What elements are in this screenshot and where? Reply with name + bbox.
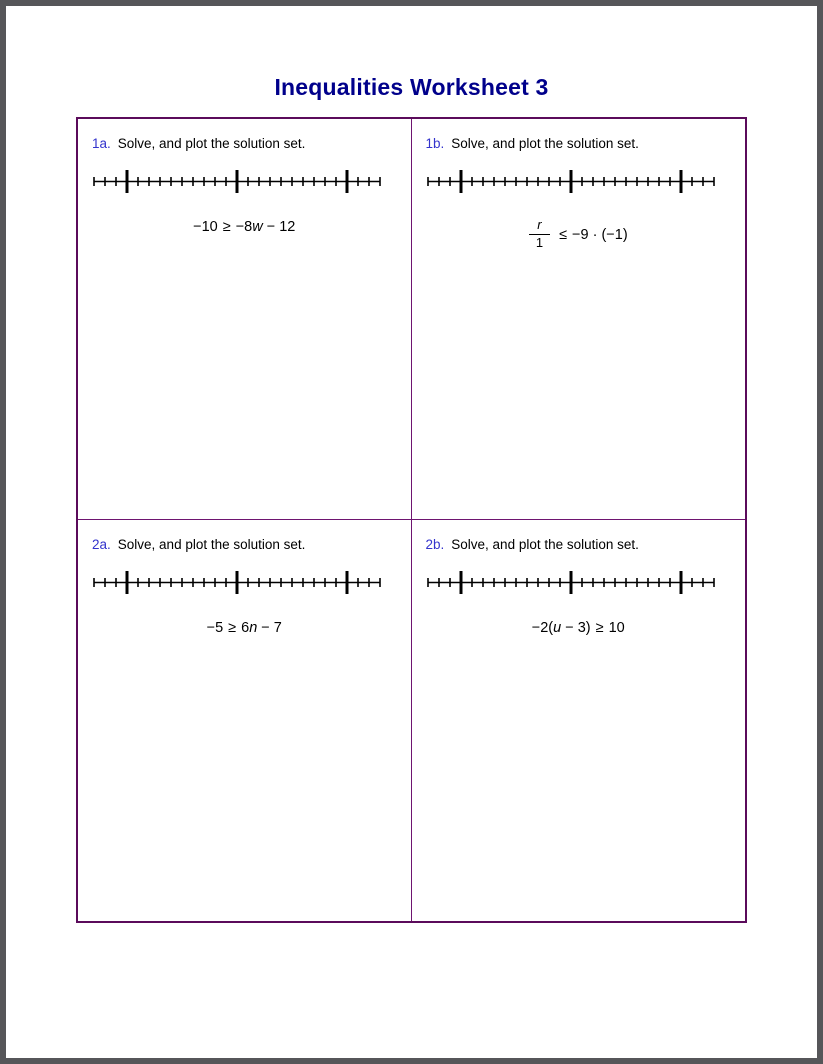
equation-term: 10	[608, 620, 625, 636]
equation-variable: u	[553, 620, 562, 636]
equation-term: − 12	[262, 219, 296, 235]
problem-prompt-1b: Solve, and plot the solution set.	[451, 136, 639, 151]
worksheet-sheet	[6, 6, 817, 1058]
problem-heading-1b	[426, 136, 639, 151]
relation-symbol: ≥	[222, 219, 231, 235]
number-line-2a[interactable]	[90, 568, 395, 598]
problem-prompt-1a: Solve, and plot the solution set.	[117, 136, 306, 151]
number-line-axis	[90, 167, 384, 196]
relation-symbol: ≥	[595, 620, 604, 636]
page-title: Inequalities Worksheet 3	[274, 74, 549, 100]
number-line-axis	[90, 568, 384, 597]
equation-variable: n	[249, 620, 258, 636]
equation-right-side: −9 · (−1)	[572, 227, 628, 244]
problem-heading-2b	[426, 537, 639, 552]
fraction-numerator: r	[537, 217, 542, 232]
number-line-axis	[424, 167, 718, 196]
table-row	[78, 119, 745, 520]
problem-label-1a: 1a.	[92, 136, 111, 151]
problem-cell-2a[interactable]	[78, 520, 412, 921]
problem-cell-2b[interactable]	[412, 520, 746, 921]
equation-term: −5	[206, 620, 224, 636]
problem-prompt-2a: Solve, and plot the solution set.	[117, 537, 306, 552]
problem-cell-1b[interactable]	[412, 119, 746, 519]
problem-equation-2a	[78, 620, 411, 636]
equation-term: −10	[193, 219, 218, 235]
relation-symbol: ≤	[559, 227, 568, 244]
number-line-1a[interactable]	[90, 167, 395, 197]
problem-heading-1a	[92, 136, 305, 151]
equation-term: − 7	[257, 620, 282, 636]
problem-prompt-2b: Solve, and plot the solution set.	[451, 537, 639, 552]
problem-equation-2b	[412, 620, 746, 636]
number-line-2b[interactable]	[424, 568, 729, 598]
equation-term: − 3)	[561, 620, 591, 636]
equation-term: 6	[241, 620, 250, 636]
equation-variable: w	[252, 219, 263, 235]
problem-label-2a: 2a.	[92, 537, 111, 552]
relation-symbol: ≥	[228, 620, 237, 636]
number-line-1b[interactable]	[424, 167, 729, 197]
equation-term: −2(	[531, 620, 554, 636]
problem-equation-1b	[412, 219, 746, 252]
problem-equation-1a	[78, 219, 411, 235]
fraction-denominator: 1	[535, 235, 544, 251]
problem-label-1b: 1b.	[425, 136, 445, 151]
fraction	[529, 218, 550, 251]
problem-table	[76, 117, 747, 923]
equation-term: −8	[235, 219, 253, 235]
problem-cell-1a[interactable]	[78, 119, 412, 519]
problem-label-2b: 2b.	[425, 537, 445, 552]
number-line-axis	[424, 568, 718, 597]
problem-heading-2a	[92, 537, 305, 552]
table-row	[78, 520, 745, 921]
